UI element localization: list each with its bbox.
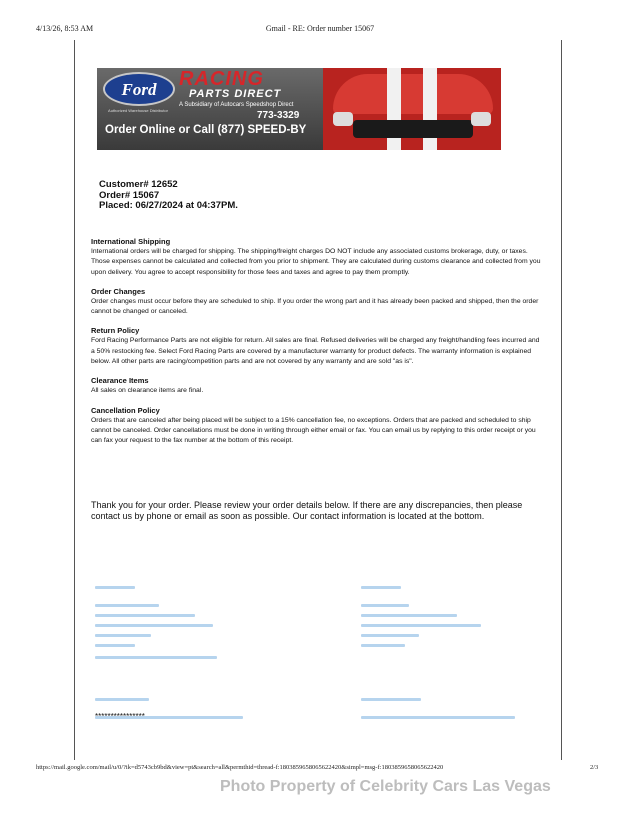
watermark: Photo Property of Celebrity Cars Las Vegas bbox=[220, 778, 551, 795]
order-number: Order# 15067 bbox=[99, 189, 160, 201]
redacted-line bbox=[95, 634, 151, 637]
section-heading: Clearance Items bbox=[91, 376, 149, 386]
section-body: Ford Racing Performance Parts are not eligible for return. All sales are final. Refused deliveries will be charged any freight/handling fees incurred and a 50% restocking fee. Select Ford Racing Parts are covered by a manufacturer warranty for product defects. The warranty information is explained below. All other parts are racing/competition parts and are not covered by any warranty and are sold "as is". bbox=[91, 337, 540, 366]
policy-section bbox=[91, 287, 545, 318]
section-heading: Return Policy bbox=[91, 326, 140, 336]
policy-sections bbox=[91, 237, 545, 456]
redacted-line bbox=[95, 656, 217, 659]
car-grill bbox=[353, 120, 473, 138]
customer-number: Customer# 12652 bbox=[99, 179, 178, 190]
print-title: Gmail - RE: Order number 15067 bbox=[265, 24, 375, 33]
car-hood-shape bbox=[333, 74, 493, 114]
section-heading: International Shipping bbox=[91, 237, 171, 246]
customer-info bbox=[99, 180, 238, 212]
redacted-line bbox=[95, 644, 135, 647]
masked-value: **************** bbox=[95, 712, 145, 721]
redacted-line bbox=[95, 586, 135, 589]
section-body: Order changes must occur before they are scheduled to ship. If you order the wrong part and it has already been packed and shipped, then the order cannot be changed or canceled. bbox=[91, 297, 539, 316]
redacted-contact-block bbox=[89, 560, 539, 740]
redacted-line bbox=[361, 614, 457, 617]
email-document bbox=[74, 40, 562, 760]
ford-racing-banner bbox=[97, 68, 501, 150]
section-body: All sales on clearance items are final. bbox=[91, 387, 204, 395]
policy-section bbox=[91, 237, 545, 278]
section-body: International orders will be charged for shipping. The shipping/freight charges DO NOT include any associated customs brokerage, duty, or taxes. Those expenses cannot be calculated and collected from you prior to shipment. They are calculated during customs clearance and collected from you upon delivery. You agree to accept responsibility for those fees and taxes and agree to pay them promptly. bbox=[91, 248, 541, 276]
banner-text-panel bbox=[97, 68, 323, 150]
order-placed: Placed: 06/27/2024 at 04:37PM. bbox=[99, 200, 238, 211]
print-datetime: 4/13/26, 8:53 AM bbox=[36, 24, 94, 33]
footer-url: https://mail.google.com/mail/u/0/?ik=d5743cb9bd&view=pt&search=all&permthid=thread-f:1803859658065622420&simpl=msg-f:1803859658065622420 bbox=[36, 764, 444, 771]
section-heading: Order Changes bbox=[91, 286, 146, 296]
redacted-line bbox=[361, 698, 421, 701]
ford-logo bbox=[103, 72, 175, 106]
policy-section bbox=[91, 376, 545, 396]
redacted-line bbox=[361, 586, 401, 589]
section-body: Orders that are canceled after being placed will be subject to a 15% cancellation fee, no exceptions. Orders that are packed and scheduled to ship cannot be canceled. Order cancellations must be done in writing through either email or fax. You can email us by replying to this order receipt or you can fax your request to the fax number at the bottom of this receipt. bbox=[91, 416, 536, 445]
headlight bbox=[333, 112, 353, 126]
subsidiary-text: A Subsidiary of Autocars Speedshop Direct bbox=[179, 102, 294, 108]
redacted-line bbox=[361, 644, 405, 647]
print-header bbox=[36, 24, 604, 38]
redacted-line bbox=[95, 604, 159, 607]
parts-direct-wordmark: PARTS DIRECT bbox=[189, 88, 282, 100]
redacted-line bbox=[361, 716, 515, 719]
policy-section bbox=[91, 406, 545, 447]
footer-page-number: 2/3 bbox=[590, 764, 599, 771]
redacted-line bbox=[95, 614, 195, 617]
mustang-image bbox=[323, 68, 501, 150]
ford-logo-text: Ford bbox=[121, 80, 157, 99]
distributor-text: Authorized Warehouse Distributor bbox=[108, 108, 168, 113]
redacted-line bbox=[361, 624, 481, 627]
redacted-line bbox=[361, 634, 419, 637]
phone-number: 773-3329 bbox=[257, 110, 300, 121]
order-call-line: Order Online or Call (877) SPEED-BY bbox=[105, 124, 307, 136]
section-heading: Cancellation Policy bbox=[91, 405, 160, 415]
redacted-line bbox=[361, 604, 409, 607]
redacted-line bbox=[95, 624, 213, 627]
thank-you-message: Thank you for your order. Please review your order details below. If there are any discrepancies, then please contact us by phone or email as soon as possible. Our contact information is located at the bottom. bbox=[91, 500, 523, 521]
headlight bbox=[471, 112, 491, 126]
racing-wordmark: RACING bbox=[179, 68, 264, 90]
policy-section bbox=[91, 326, 545, 367]
redacted-line bbox=[95, 698, 149, 701]
